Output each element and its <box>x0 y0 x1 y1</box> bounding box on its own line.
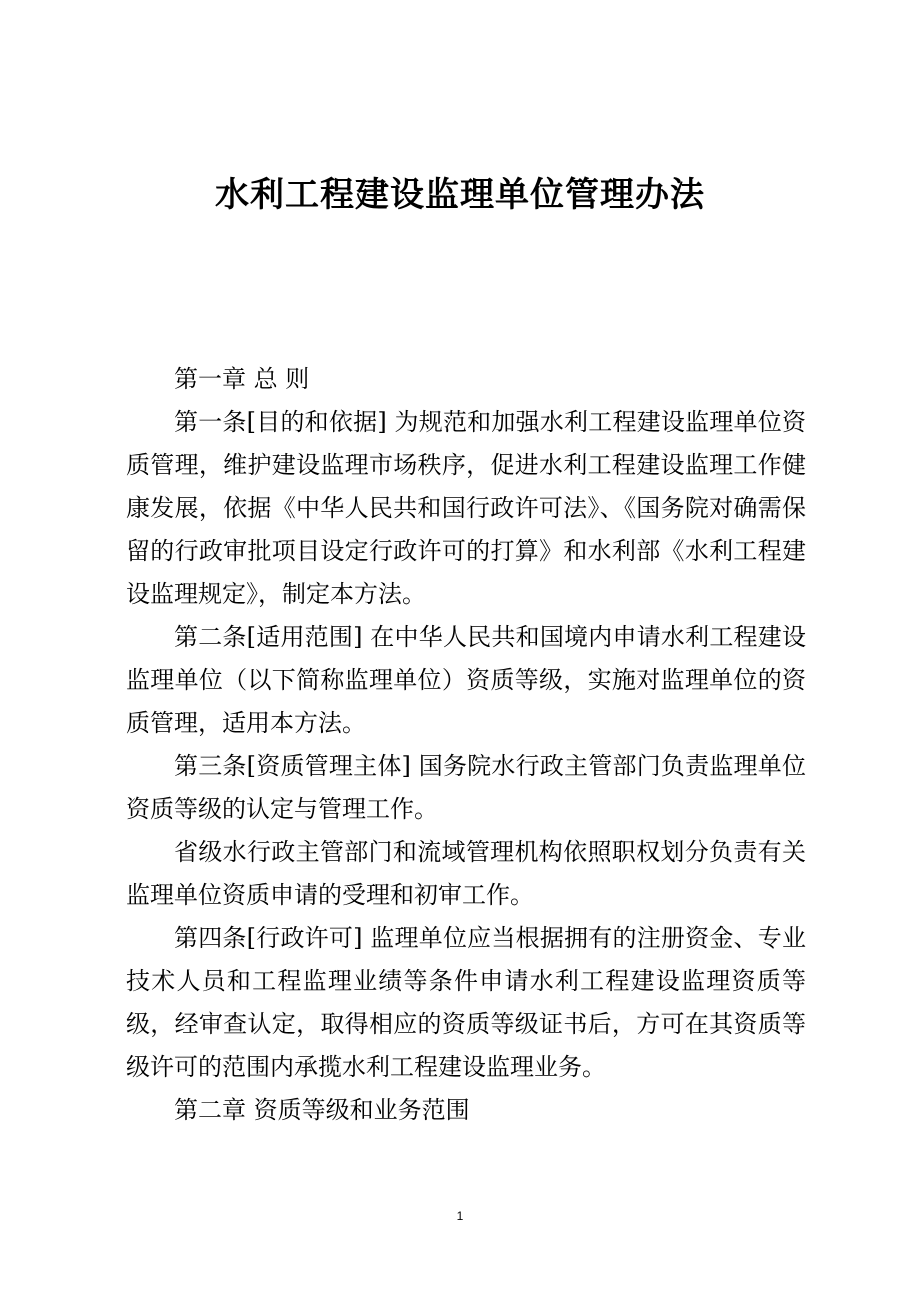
document-body <box>126 358 806 1132</box>
chapter-heading: 第二章 资质等级和业务范围 <box>174 1096 470 1124</box>
document-title: 水利工程建设监理单位管理办法 <box>215 175 705 215</box>
article-paragraph: 第二条[适用范围] 在中华人民共和国境内申请水利工程建设监理单位（以下简称监理单位）资质等级，实施对监理单位的资质管理，适用本方法。 <box>126 623 806 737</box>
article-paragraph: 第四条[行政许可] 监理单位应当根据拥有的注册资金、专业技术人员和工程监理业绩等条件申请水利工程建设监理资质等级，经审查认定，取得相应的资质等级证书后，方可在其资质等级许可的范围内承揽水利工程建设监理业务。 <box>126 924 806 1081</box>
page-number: 1 <box>456 1209 464 1223</box>
article-paragraph: 省级水行政主管部门和流域管理机构依照职权划分负责有关监理单位资质申请的受理和初审工作。 <box>126 838 806 909</box>
article-paragraph: 第三条[资质管理主体] 国务院水行政主管部门负责监理单位资质等级的认定与管理工作。 <box>126 752 806 823</box>
chapter-heading: 第一章 总 则 <box>174 365 310 393</box>
article-paragraph: 第一条[目的和依据] 为规范和加强水利工程建设监理单位资质管理，维护建设监理市场秩序，促进水利工程建设监理工作健康发展，依据《中华人民共和国行政许可法》、《国务院对确需保留的行政审批项目设定行政许可的打算》和水利部《水利工程建设监理规定》，制定本方法。 <box>126 408 806 608</box>
